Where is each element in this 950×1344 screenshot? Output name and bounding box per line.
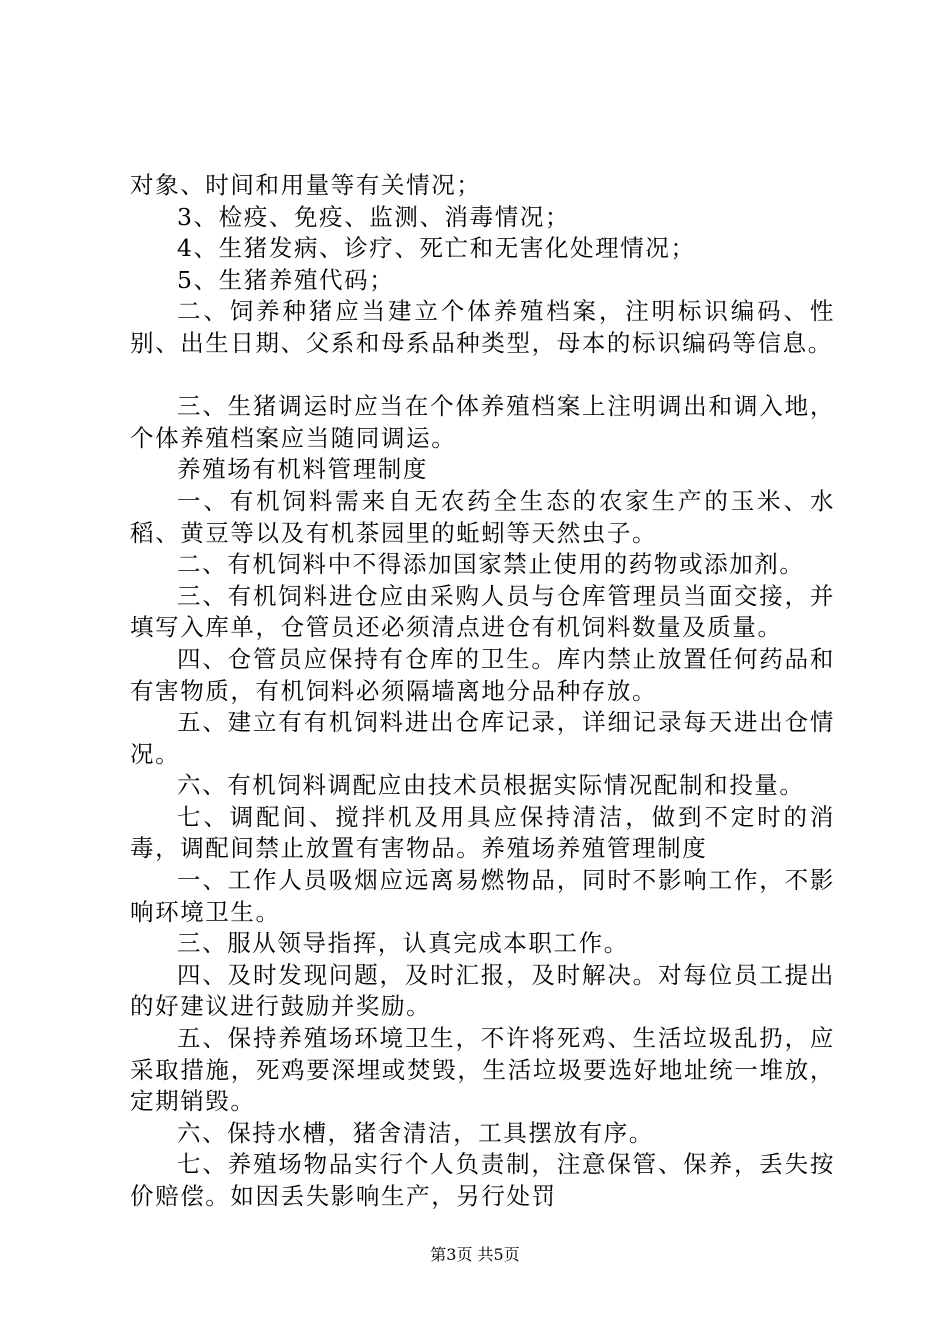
paragraph-farm-rule-5: 五、保持养殖场环境卫生，不许将死鸡、生活垃圾乱扔，应采取措施，死鸡要深埋或焚毁，生活垃圾要选好地址统一堆放，定期销毁。 bbox=[130, 1024, 835, 1116]
paragraph-farm-rule-3: 三、服从领导指挥，认真完成本职工作。 bbox=[177, 929, 629, 958]
paragraph-intro-continuation: 对象、时间和用量等有关情况； bbox=[130, 171, 482, 199]
paragraph-section-3: 三、生猪调运时应当在个体养殖档案上注明调出和调入地，个体养殖档案应当随同调运。 bbox=[130, 392, 835, 452]
page-footer bbox=[0, 1242, 950, 1265]
paragraph-farm-rule-1: 一、工作人员吸烟应远离易燃物品，同时不影响工作，不影响环境卫生。 bbox=[130, 866, 835, 926]
page-number-label: 第3页 共5页 bbox=[430, 1245, 520, 1264]
paragraph-feed-rule-5: 五、建立有有机饲料进出仓库记录，详细记录每天进出仓情况。 bbox=[130, 708, 835, 768]
paragraph-item-4: 4、生猪发病、诊疗、死亡和无害化处理情况； bbox=[177, 234, 696, 263]
paragraph-farm-rule-6: 六、保持水槽，猪舍清洁，工具摆放有序。 bbox=[177, 1118, 654, 1147]
paragraph-feed-rule-3: 三、有机饲料进仓应由采购人员与仓库管理员当面交接，并填写入库单，仓管员还必须清点进仓有机饲料数量及质量。 bbox=[130, 581, 835, 642]
paragraph-feed-rule-6: 六、有机饲料调配应由技术员根据实际情况配制和投量。 bbox=[177, 771, 805, 800]
paragraph-farm-rule-4: 四、及时发现问题，及时汇报，及时解决。对每位员工提出的好建议进行鼓励并奖励。 bbox=[130, 960, 835, 1021]
paragraph-feed-rule-1: 一、有机饲料需来自无农药全生态的农家生产的玉米、水稻、黄豆等以及有机茶园里的蚯蚓等天然虫子。 bbox=[130, 486, 835, 547]
paragraph-farm-rule-7: 七、养殖场物品实行个人负责制，注意保管、保养，丢失按价赔偿。如因丢失影响生产，另行处罚 bbox=[130, 1150, 835, 1210]
document-body bbox=[130, 170, 835, 1213]
paragraph-feed-rule-4: 四、仓管员应保持有仓库的卫生。库内禁止放置任何药品和有害物质，有机饲料必须隔墙离地分品种存放。 bbox=[130, 644, 835, 705]
paragraph-item-3: 3、检疫、免疫、监测、消毒情况； bbox=[177, 202, 571, 231]
paragraph-feed-rule-2: 二、有机饲料中不得添加国家禁止使用的药物或添加剂。 bbox=[177, 550, 805, 579]
paragraph-item-5: 5、生猪养殖代码； bbox=[177, 265, 395, 294]
paragraph-feed-rule-7: 七、调配间、搅拌机及用具应保持清洁，做到不定时的消毒，调配间禁止放置有害物品。养殖场养殖管理制度 bbox=[130, 802, 835, 863]
blank-line bbox=[130, 360, 835, 392]
paragraph-section-2: 二、饲养种猪应当建立个体养殖档案，注明标识编码、性别、出生日期、父系和母系品种类型，母本的标识编码等信息。 bbox=[130, 297, 835, 357]
section-heading-organic-feed: 养殖场有机料管理制度 bbox=[177, 455, 428, 484]
